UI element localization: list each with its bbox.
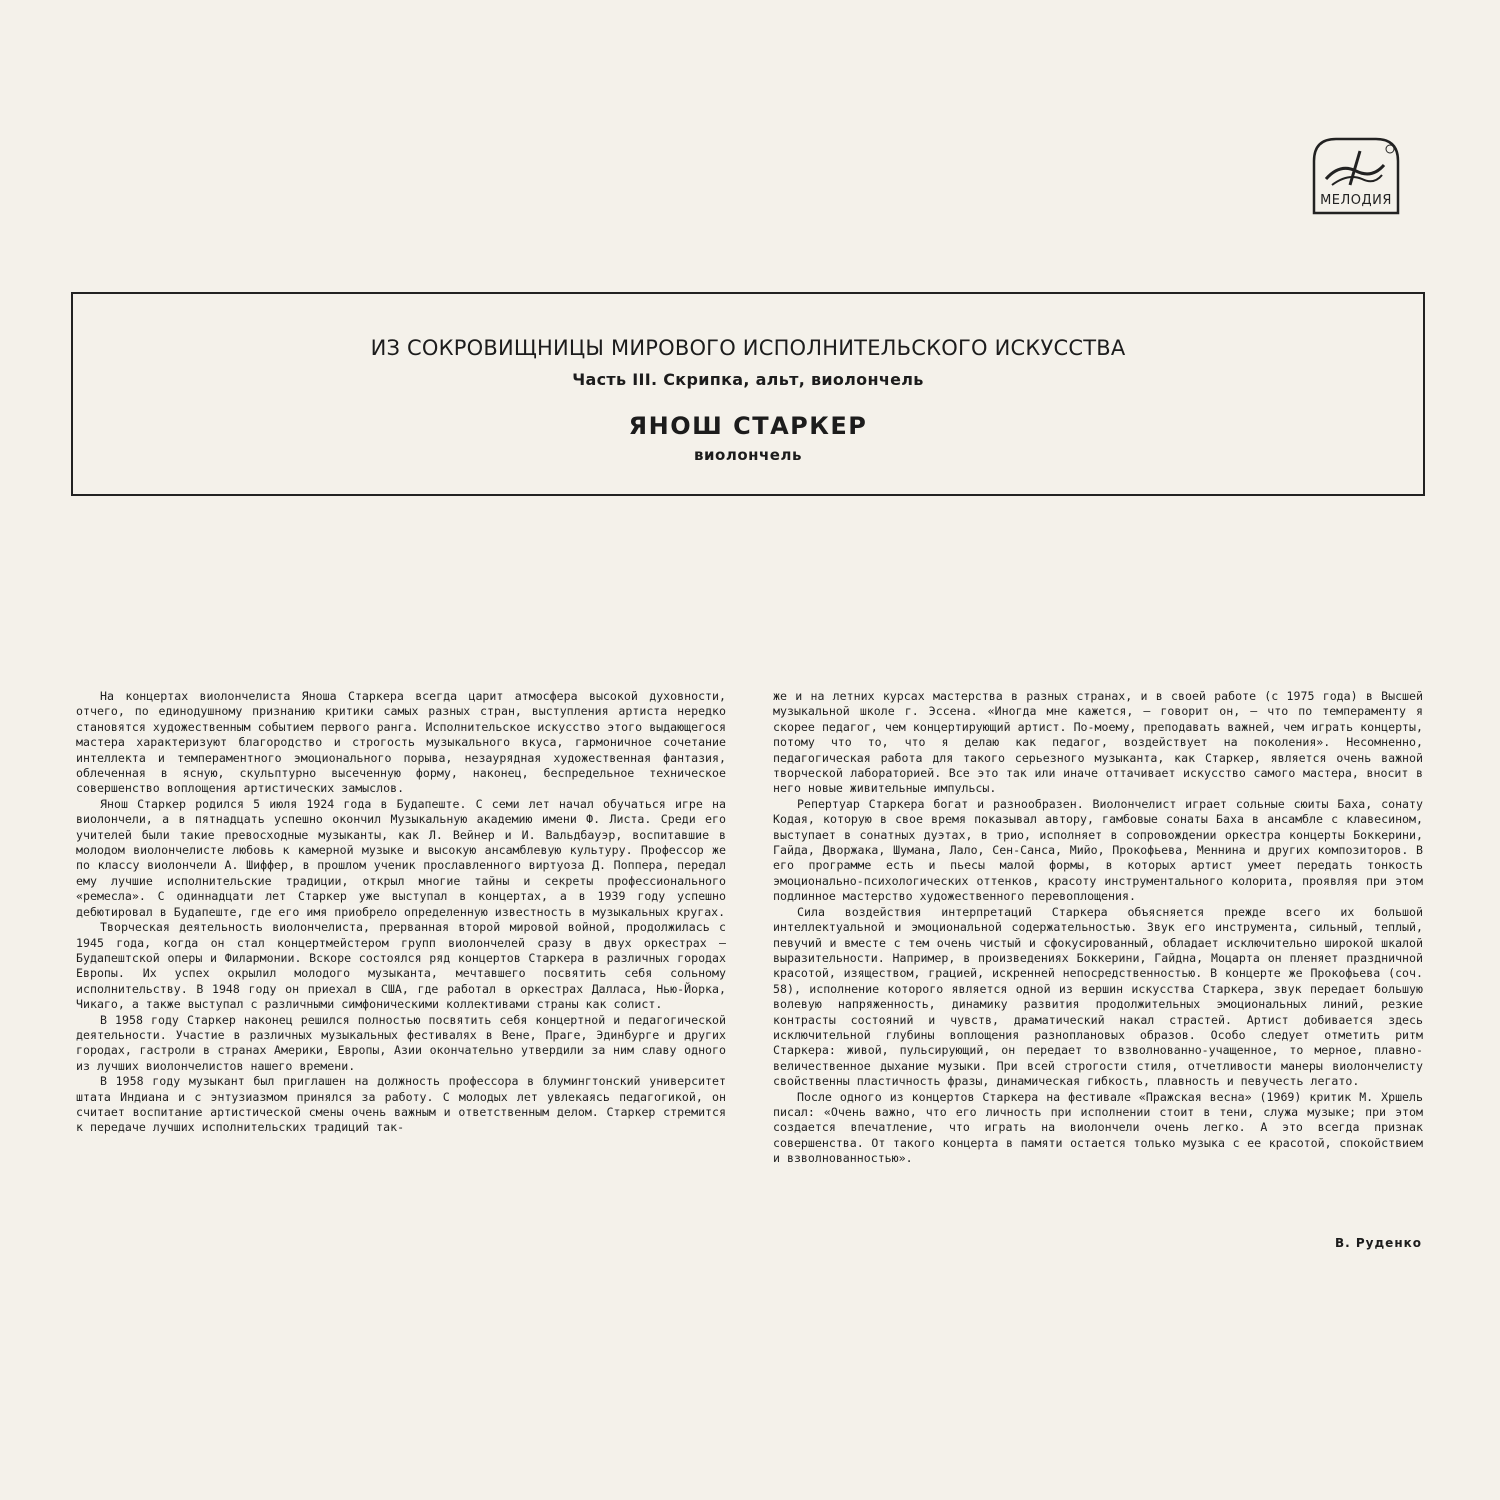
article-author: В. Руденко [1334,1236,1422,1250]
article-right-column [773,689,1423,1167]
article-paragraph: После одного из концертов Старкера на фестивале «Пражская весна» (1969) критик М. Хршель писал: «Очень важно, что его личность при исполнении стоит в тени, служа музыке; при этом создается впечатление, что играть на виолончели очень легко. А это всегда признак совершенства. От такого концерта в памяти остается только музыка с ее красотой, спокойствием и взволнованностью». [773,1089,1423,1166]
series-part: Часть III. Скрипка, альт, виолончель [572,370,924,389]
article-paragraph: В 1958 году музыкант был приглашен на должность профессора в блумингтонский университет штата Индиана и с энтузиазмом принялся за работу. С молодых лет увлекаясь педагогикой, он считает воспитание артистической смены очень важным и ответственным делом. Старкер стремится к передаче лучших исполнительских традиций так- [76,1074,726,1135]
article-paragraph: же и на летних курсах мастерства в разных странах, и в своей работе (с 1975 года) в Высшей музыкальной школе г. Эссена. «Иногда мне кажется, — говорит он, — что по темпераменту я скорее педагог, чем концертирующий артист. По-моему, преподавать важней, чем играть концерты, потому что то, что я делаю как педагог, воздействует на поколения». Несомненно, педагогическая работа для такого серьезного музыканта, как Старкер, является очень важной творческой лабораторией. Все это так или иначе оттачивает искусство самого мастера, вносит в него новые живительные импульсы. [773,689,1423,796]
title-frame [71,292,1425,496]
series-title: ИЗ СОКРОВИЩНИЦЫ МИРОВОГО ИСПОЛНИТЕЛЬСКОГО ИСКУССТВА [370,336,1126,360]
article-paragraph: Репертуар Старкера богат и разнообразен. Виолончелист играет сольные сюиты Баха, сонату Кодая, которую в свое время показывал автору, гамбовые сонаты Баха в ансамбле с клавесином, выступает в сонатных дуэтах, в трио, исполняет в сопровождении оркестра концерты Боккерини, Гайда, Дворжака, Шумана, Лало, Сен-Санса, Мийо, Прокофьева, Меннина и других композиторов. В его программе есть и пьесы малой формы, в которых артист умеет передать тонкость эмоционально-психологических оттенков, красоту инструментального колорита, проявляя при этом подлинное мастерство художественного перевоплощения. [773,796,1423,904]
article-paragraph: Творческая деятельность виолончелиста, прерванная второй мировой войной, продолжилась с 1945 года, когда он стал концертмейстером групп виолончелей сразу в двух оркестрах — Будапештской оперы и Филармонии. Вскоре состоялся ряд концертов Старкера в различных городах Европы. Их успех окрылил молодого музыканта, мечтавшего посвятить себя сольному исполнительству. В 1948 году он приехал в США, где работал в оркестрах Далласа, Нью-Йорка, Чикаго, а также выступал с различными симфоническими коллективами страны как солист. [76,920,726,1012]
article-left-column [76,689,726,1136]
article-paragraph: Янош Старкер родился 5 июля 1924 года в Будапеште. С семи лет начал обучаться игре на виолончели, а в пятнадцать успешно окончил Музыкальную академию имени Ф. Листа. Среди его учителей были такие превосходные музыканты, как Л. Вейнер и И. Вальдбауэр, воспитавшие в молодом виолончелисте любовь к камерной музыке и высокую ансамблевую культуру. Профессор же по классу виолончели А. Шиффер, в прошлом ученик прославленного виртуоза Д. Поппера, передал ему лучшие исполнительские традиции, открыл многие тайны и секреты профессионального «ремесла». С одиннадцати лет Старкер уже выступал в концертах, а в 1939 году успешно дебютировал в Будапеште, где его имя приобрело определенную известность в музыкальных кругах. [76,796,726,919]
article-paragraph: На концертах виолончелиста Яноша Старкера всегда царит атмосфера высокой духовности, отчего, по единодушному признанию критики самых разных стран, выступления артиста нередко становятся художественным событием первого ранга. Исполнительское искусство этого выдающегося мастера характеризуют благородство и строгость музыкального вкуса, гармоничное сочетание интеллекта и темпераментного эмоционального порыва, незаурядная художественная фантазия, облеченная в ясную, скульптурно высеченную форму, наконец, беспредельное техническое совершенство воплощения артистических замыслов. [76,689,726,796]
melodiya-logo-text: МЕЛОДИЯ [1320,193,1392,208]
melodiya-logo [1310,135,1402,217]
instrument-label: виолончель [694,446,802,464]
article-paragraph: В 1958 году Старкер наконец решился полностью посвятить себя концертной и педагогической деятельности. Участие в различных музыкальных фестивалях в Вене, Праге, Эдинбурге и других городах, гастроли в странах Америки, Европы, Азии окончательно утвердили за ним славу одного из лучших виолончелистов нашего времени. [76,1012,726,1073]
article-paragraph: Сила воздействия интерпретаций Старкера объясняется прежде всего их большой интеллектуальной и эмоциональной содержательностью. Звук его инструмента, сильный, теплый, певучий и вместе с тем очень чистый и сфокусированный, обладает исключительно широкой шкалой выразительности. Например, в произведениях Боккерини, Гайдна, Моцарта он пленяет праздничной красотой, изяществом, грацией, искренней непосредственностью. В концерте же Прокофьева (соч. 58), исполнение которого является одной из вершин искусства Старкера, звук передает большую волевую напряженность, динамику развития продолжительных эмоциональных линий, резкие контрасты состояний и чувств, драматический накал страстей. Артист добивается здесь исключительной глубины воплощения разноплановых образов. Особо следует отметить ритм Старкера: живой, пульсирующий, он передает то взволнованно-учащенное, то мерное, плавно-величественное дыхание музыки. При всей строгости стиля, отчетливости манеры виолончелисту свойственны пластичность фразы, динамическая гибкость, плавность и певучесть легато. [773,904,1423,1089]
performer-name: ЯНОШ СТАРКЕР [628,412,868,440]
